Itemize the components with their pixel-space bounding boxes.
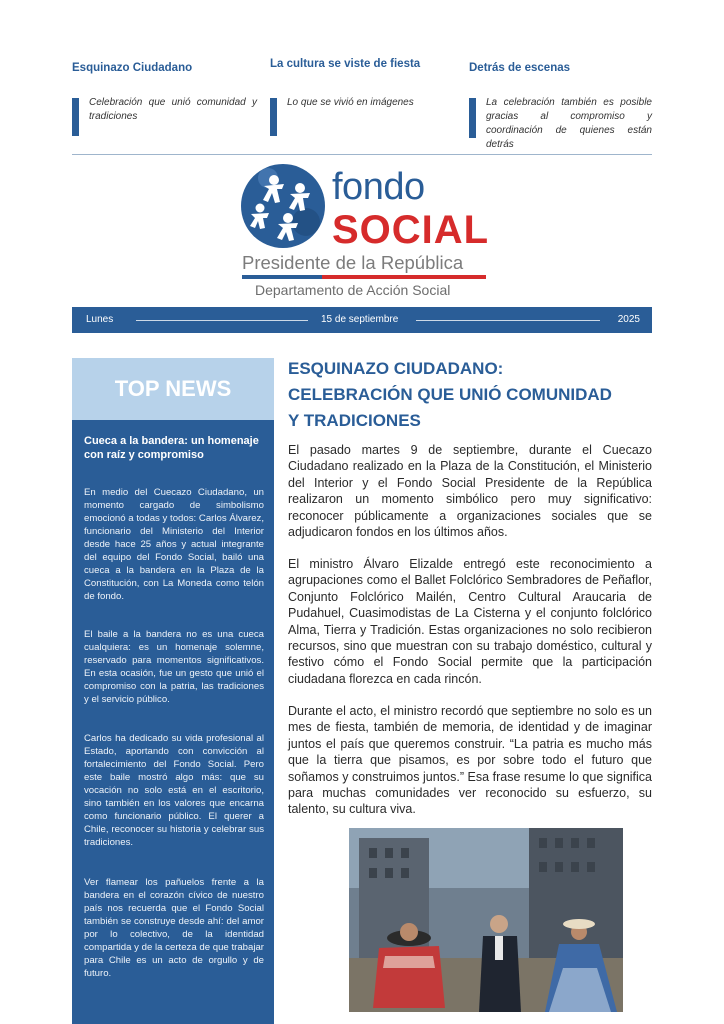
people-circle-icon: [238, 162, 328, 250]
section-teaser-esquinazo[interactable]: [72, 58, 257, 122]
article-paragraph: Durante el acto, el ministro recordó que septiembre no solo es un mes de fiesta, también de memoria, de identidad y de imaginar juntos el país que queremos construir. “La patria es mucho más que la tierra que pisamos, es por sobre todo el futuro que soñamos y construimos juntos.” Esa frase resume lo que significa para muchas comunidades ver reconocido su esfuerzo, su talento, su cultura viva.: [288, 704, 652, 817]
sidebar-paragraph: El baile a la bandera no es una cueca cualquiera: es un homenaje solemne, reservado para momentos significativos. En esta ocasión, fue un gesto que unió el compromiso con la patria, las tradiciones y el servicio público.: [84, 629, 264, 705]
article-headline: [288, 356, 652, 434]
event-photo: [349, 828, 623, 1012]
divider: [72, 154, 652, 155]
logo-text-presidente: Presidente de la República: [242, 252, 464, 273]
article-paragraph: El ministro Álvaro Elizalde entregó este reconocimiento a agrupaciones como el Ballet Folclórico Sembradores de Peñaflor, Conjunto Folclórico Mailén, Centro Cultural Araucaria de Pudahuel, Cuasimodistas de La Cisterna y el conjunto folclórico Alma, Tierra y Tradición. Estas organizaciones no solo recibieron recursos, sino que muestran con su trabajo doméstico, cultural y festivo cómo el Fondo Social permite que la participación ciudadana florezca en cada rincón.: [288, 557, 652, 686]
logo-text-departamento: Departamento de Acción Social: [255, 282, 451, 298]
section-title: La cultura se viste de fiesta: [270, 58, 421, 70]
sidebar-paragraph: Carlos ha dedicado su vida profesional al Estado, aportando con convicción al fortalecimiento del Fondo Social. Pero este baile mostró algo más: que su vocación no solo está en el escritorio, sino también en los valores que encarna como funcionario público. El querer a Chile, reconocer su historia y celebrar sus tradiciones.: [84, 733, 264, 848]
headline-line: CELEBRACIÓN QUE UNIÓ COMUNIDAD: [288, 385, 612, 404]
section-teaser-cultura[interactable]: [270, 58, 460, 108]
sidebar-subtitle: Cueca a la bandera: un homenaje con raíz y compromiso: [84, 435, 259, 461]
flag-stripe: [242, 275, 486, 279]
headline-line: Y TRADICIONES: [288, 411, 421, 430]
section-title: Esquinazo Ciudadano: [72, 62, 193, 74]
logo-text-social: SOCIAL: [332, 208, 490, 252]
section-summary: Celebración que unió comunidad y tradiciones: [89, 97, 257, 122]
sidebar-paragraph: Ver flamear los pañuelos frente a la bandera en el corazón cívico de nuestro país nos recuerda que el Fondo Social también se construye desde ahí: del amor por lo colectivo, de la identidad compartida y de la certeza de que trabajar para Chile es un acto de orgullo y de futuro.: [84, 877, 264, 979]
article-paragraph: El pasado martes 9 de septiembre, durante el Cuecazo Ciudadano realizado en la Plaza de la Constitución, el Ministerio del Interior y el Fondo Social Presidente de la República realizaron un momento simbólico pero muy significativo: reconocer públicamente a organizaciones sociales que se adjudicaron fondos en los últimos años.: [288, 443, 652, 540]
top-news-sidebar: [72, 358, 274, 1024]
date-text: 15 de septiembre: [321, 314, 399, 325]
date-year: 2025: [617, 314, 640, 325]
section-summary: La celebración también es posible gracias al compromiso y coordinación de quienes están detrás: [486, 97, 652, 150]
sidebar-header: [72, 358, 274, 420]
section-summary: Lo que se vivió en imágenes: [287, 97, 414, 108]
main-article: [288, 356, 652, 817]
sidebar-title: TOP NEWS: [114, 376, 232, 401]
logo-text-fondo: fondo: [332, 166, 425, 208]
fondo-social-logo: [238, 162, 490, 302]
section-title: Detrás de escenas: [469, 62, 571, 74]
section-teasers: [72, 58, 652, 158]
divider: [136, 320, 308, 321]
section-teaser-detras[interactable]: [469, 58, 652, 150]
divider: [416, 320, 600, 321]
date-day: Lunes: [86, 314, 114, 325]
date-bar: [72, 307, 652, 333]
headline-line: ESQUINAZO CIUDADANO:: [288, 359, 504, 378]
sidebar-paragraph: En medio del Cuecazo Ciudadano, un momento cargado de simbolismo emocionó a todas y todos: Carlos Álvarez, funcionario del Ministerio del Interior desde hace 25 años y actual integrante del equipo del Fondo Social, bailó una cueca a la bandera en la Plaza de la Constitución, con La Moneda como telón de fondo.: [84, 487, 264, 602]
